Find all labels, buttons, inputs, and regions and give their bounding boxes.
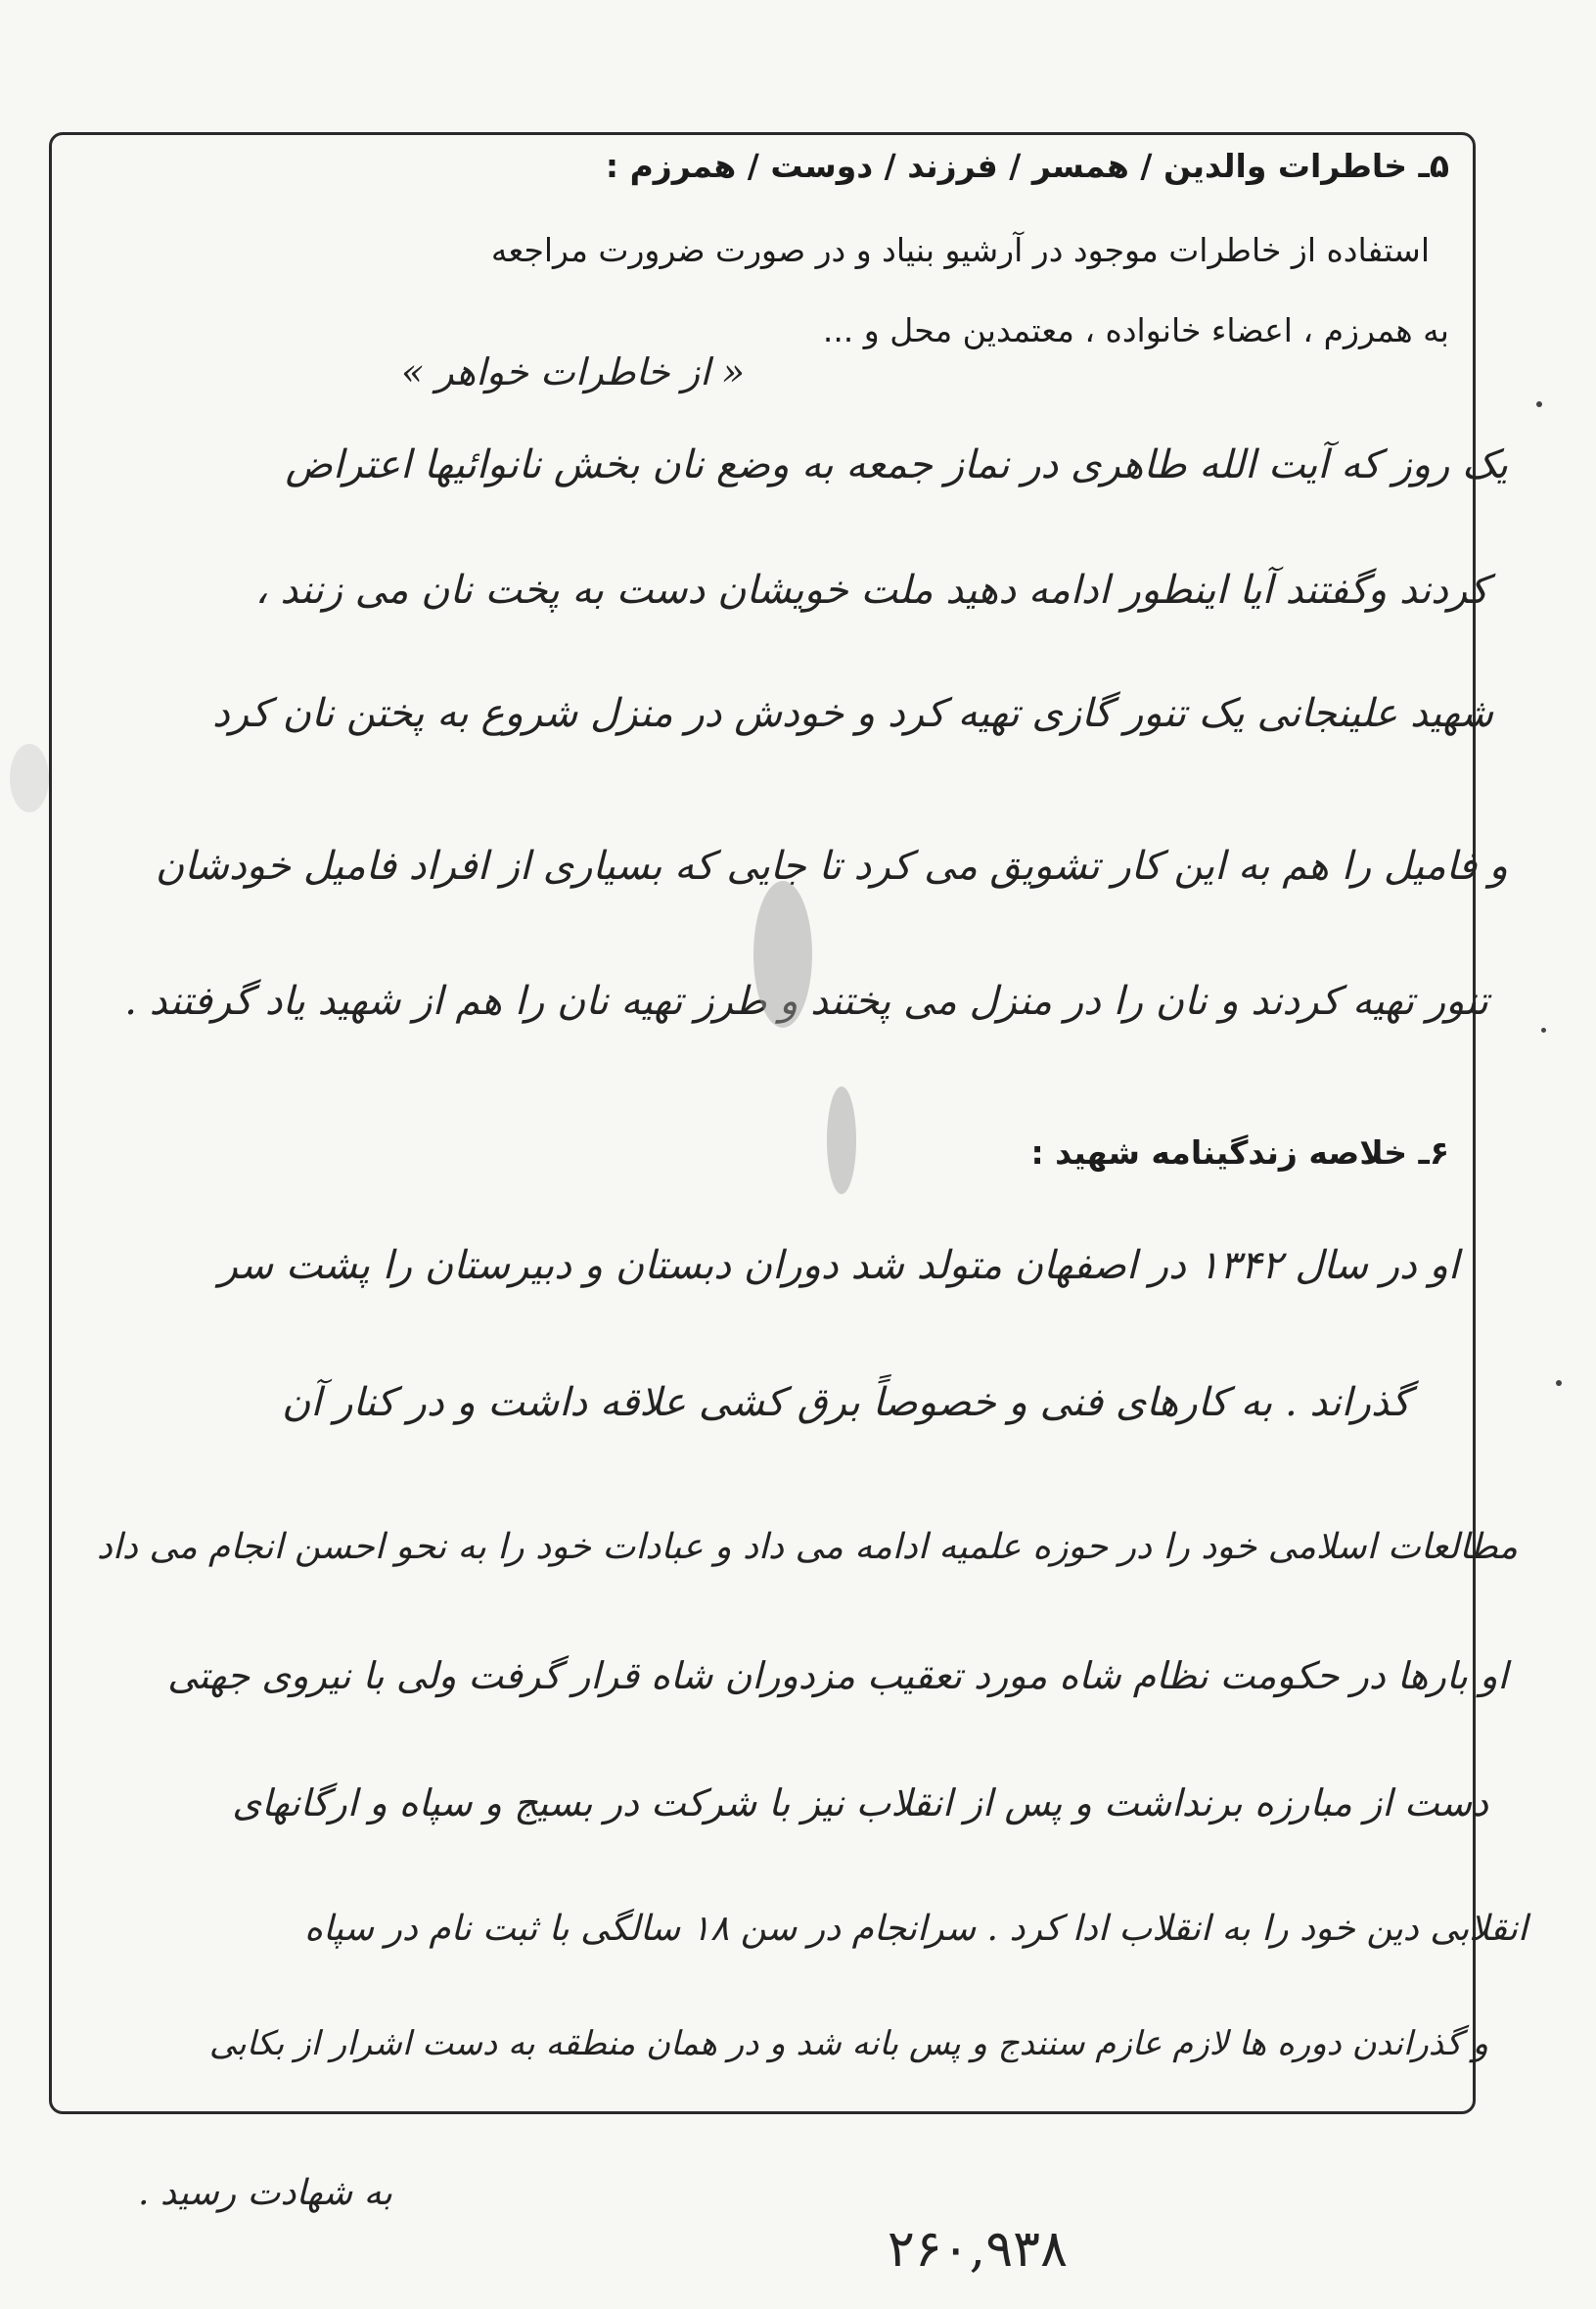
section5-handwritten-line-1: یک روز که آیت الله طاهری در نماز جمعه به وضع نان بخش نانوائیها اعتراض [285, 442, 1508, 487]
section5-heading: ۵ـ خاطرات والدین / همسر / فرزند / دوست / همرزم : [605, 147, 1449, 185]
memory-label: « از خاطرات خواهر » [400, 350, 745, 393]
section6-closing-line: به شهادت رسید . [137, 2173, 392, 2213]
scan-smudge [753, 881, 812, 1028]
section6-handwritten-line-7: و گذراندن دوره ها لازم عازم سنندج و پس بانه شد و در همان منطقه به دست اشرار از بکابی [208, 2024, 1488, 2063]
section5-handwritten-line-3: شهید علینجانی یک تنور گازی تهیه کرد و خودش در منزل شروع به پختن نان کرد [211, 691, 1493, 736]
scan-speck [1556, 1380, 1562, 1386]
scan-smudge [10, 744, 49, 812]
scan-speck [1541, 1028, 1546, 1033]
section5-intro-line1: استفاده از خاطرات موجود در آرشیو بنیاد و در صورت ضرورت مراجعه [490, 231, 1430, 269]
section6-handwritten-line-5: دست از مبارزه برنداشت و پس از انقلاب نیز با شرکت در بسیج و سپاه و ارگانهای [232, 1781, 1488, 1824]
scan-speck [1536, 401, 1542, 407]
section6-handwritten-line-2: گذراند . به کارهای فنی و خصوصاً برق کشی علاقه داشت و در کنار آن [282, 1380, 1410, 1425]
archive-number: ۲۶۰,۹۳۸ [887, 2220, 1068, 2279]
scan-smudge [827, 1086, 856, 1194]
section6-handwritten-line-1: او در سال ۱۳۴۲ در اصفهان متولد شد دوران دبستان و دبیرستان را پشت سر [218, 1243, 1459, 1288]
section5-intro-line2: به همرزم ، اعضاء خانواده ، معتمدین محل و ... [822, 311, 1449, 349]
section5-handwritten-line-4: و فامیل را هم به این کار تشویق می کرد تا جایی که بسیاری از افراد فامیل خودشان [155, 844, 1508, 889]
section5-handwritten-line-2: کردند وگفتند آیا اینطور ادامه دهید ملت خویشان دست به پخت نان می زنند ، [254, 568, 1488, 613]
section6-handwritten-line-3: مطالعات اسلامی خود را در حوزه علمیه ادامه می داد و عبادات خود را به نحو احسن انجام می داد [96, 1527, 1518, 1567]
section6-handwritten-line-6: انقلابی دین خود را به انقلاب ادا کرد . سرانجام در سن ۱۸ سالگی با ثبت نام در سپاه [304, 1909, 1528, 1949]
section6-heading: ۶ـ خلاصه زندگینامه شهید : [1030, 1133, 1449, 1172]
section5-handwritten-line-5: تنور تهیه کردند و نان را در منزل می پختند و طرز تهیه نان را هم از شهید یاد گرفتند . [124, 979, 1488, 1024]
section6-handwritten-line-4: او بارها در حکومت نظام شاه مورد تعقیب مزدوران شاه قرار گرفت ولی با نیروی جهتی [167, 1654, 1508, 1697]
